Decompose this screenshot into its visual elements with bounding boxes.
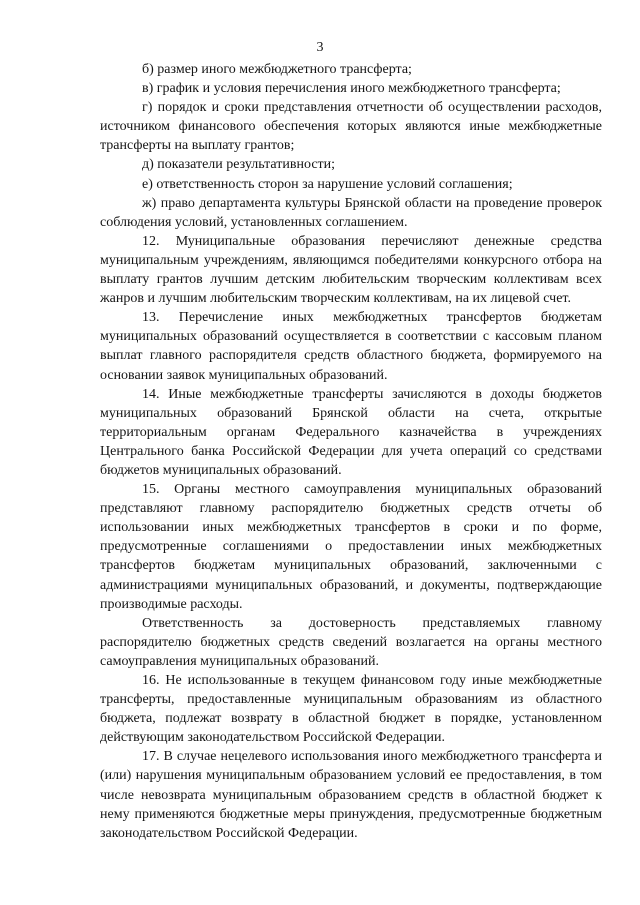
- list-item-g: г) порядок и сроки представления отчетности об осуществлении расходов, источником финансового обеспечения которых являются иные межбюджетные трансферты на выплату грантов;: [100, 100, 602, 154]
- page-number: 3: [316, 40, 324, 55]
- document-body: [100, 60, 602, 843]
- paragraph-12: 12. Муниципальные образования перечисляют денежные средства муниципальным учреждениям, являющимся победителями конкурсного отбора на выплату грантов лучшим детским любительским творческим коллективам всех жанров и лучшим любительским творческим коллективам, на их лицевой счет.: [100, 233, 602, 307]
- paragraph-responsibility: Ответственность за достоверность представляемых главному распорядителю бюджетных средств сведений возлагается на органы местного самоуправления муниципальных образований.: [100, 615, 602, 669]
- list-item-v: в) график и условия перечисления иного межбюджетного трансферта;: [142, 81, 561, 97]
- list-item-b: б) размер иного межбюджетного трансферта;: [142, 62, 412, 77]
- paragraph-16: 16. Не использованные в текущем финансовом году иные межбюджетные трансферты, предоставленные муниципальным образованиям из областного бюджета, подлежат возврату в областной бюджет в порядке, установленном действующим законодательством Российской Федерации.: [100, 673, 602, 746]
- paragraph-17: 17. В случае нецелевого использования иного межбюджетного трансферта и (или) нарушения муниципальным образованием условий ее предоставления, в том числе невозврата муниципальным образованием средств в областной бюджет к нему применяются бюджетные меры принуждения, предусмотренные бюджетным законодательством Российской Федерации.: [100, 749, 602, 841]
- paragraph-14: 14. Иные межбюджетные трансферты зачисляются в доходы бюджетов муниципальных образований Брянской области на счета, открытые территориальным органам Федерального казначейства в учреждениях Центрального банка Российской Федерации для учета операций со средствами бюджетов муниципальных образований.: [100, 386, 602, 478]
- paragraph-15: 15. Органы местного самоуправления муниципальных образований представляют главному распорядителю бюджетных средств отчеты об использовании иных межбюджетных трансфертов в сроки и по форме, предусмотренные соглашениями о предоставлении иных межбюджетных трансфертов бюджетам муниципальных образований, заключенными с администрациями муниципальных образований, и документы, подтверждающие производимые расходы.: [100, 482, 602, 612]
- paragraph-13: 13. Перечисление иных межбюджетных трансфертов бюджетам муниципальных образований осуществляется в соответствии с кассовым планом выплат главного распорядителя средств областного бюджета, формируемого на основании заявок муниципальных образований.: [100, 310, 602, 383]
- list-item-e: е) ответственность сторон за нарушение условий соглашения;: [142, 176, 513, 192]
- list-item-zh: ж) право департамента культуры Брянской области на проведение проверок соблюдения условий, установленных соглашением.: [100, 195, 602, 230]
- list-item-d: д) показатели результативности;: [142, 157, 336, 173]
